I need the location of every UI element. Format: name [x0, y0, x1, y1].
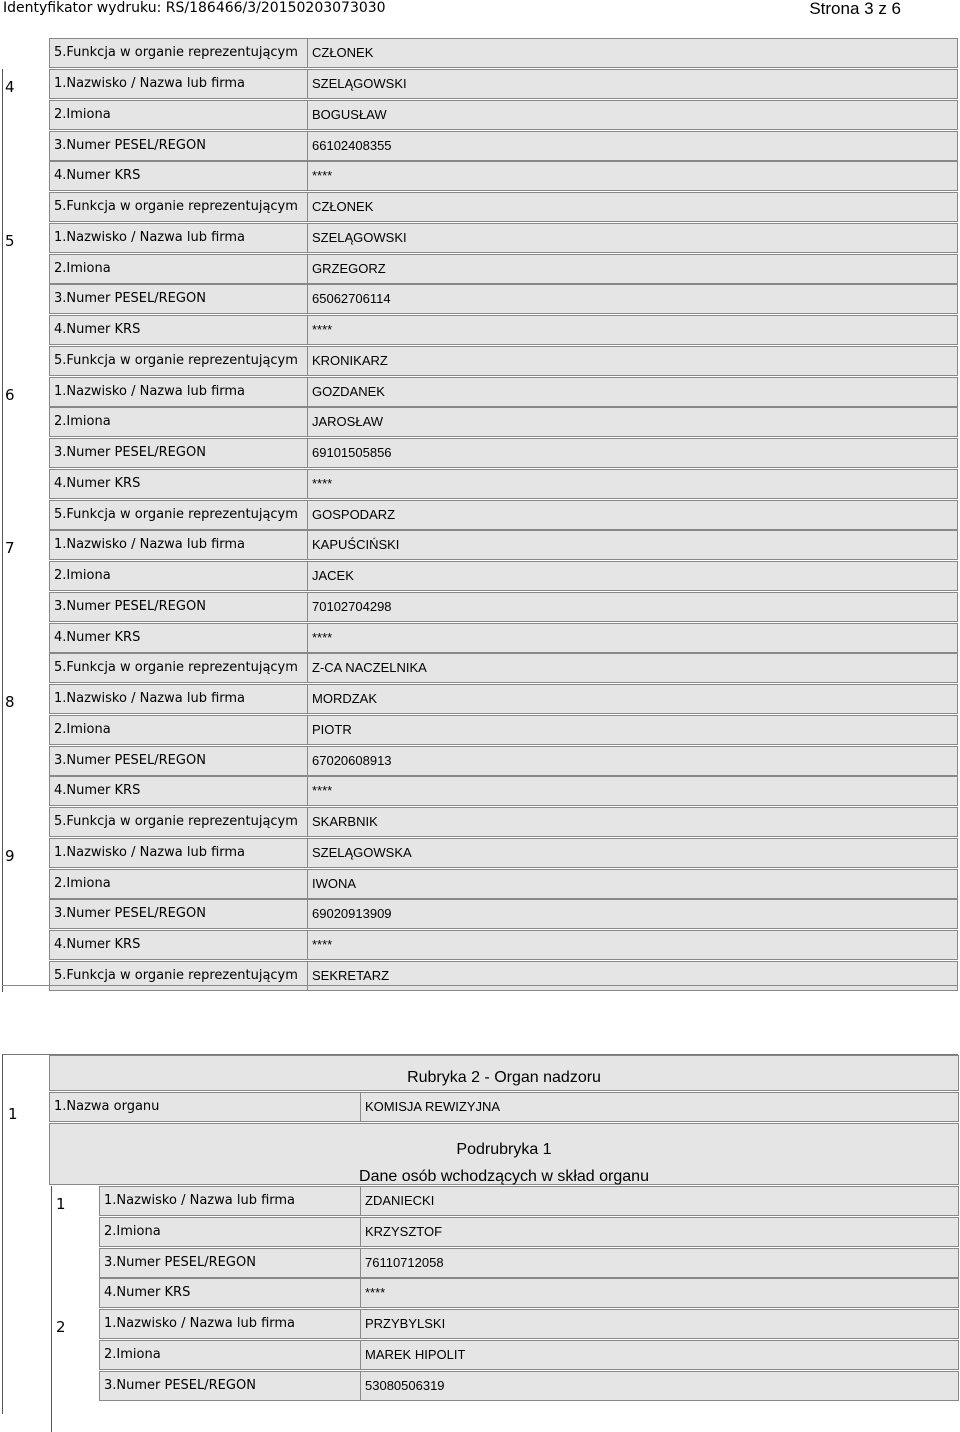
function-row	[49, 807, 958, 837]
cell-divider	[307, 408, 308, 436]
krs-row	[49, 776, 958, 806]
name-row	[49, 530, 958, 560]
field-label: 1.Nazwisko / Nazwa lub firma	[54, 229, 246, 245]
cell-divider	[307, 900, 308, 928]
cell-divider	[307, 839, 308, 867]
cell-divider	[307, 777, 308, 805]
krs-row	[49, 469, 958, 499]
cell-divider	[307, 747, 308, 775]
cell-divider	[307, 624, 308, 652]
field-value: 65062706114	[312, 291, 391, 307]
cell-divider	[360, 1093, 361, 1121]
krs-row	[49, 930, 958, 960]
field-label: 2.Imiona	[54, 260, 111, 276]
name-row	[49, 838, 958, 868]
cell-divider	[360, 1187, 361, 1215]
field-value: KAPUŚCIŃSKI	[312, 537, 400, 553]
function-row	[49, 500, 958, 530]
field-value: ****	[312, 937, 333, 952]
field-value: SZELĄGOWSKA	[312, 844, 412, 860]
pesel-row	[49, 131, 958, 161]
field-value: CZŁONEK	[312, 45, 374, 60]
field-value: KRZYSZTOF	[365, 1223, 443, 1239]
name-row	[49, 223, 958, 253]
first_names-row	[99, 1340, 959, 1370]
cell-divider	[307, 501, 308, 529]
krs-row	[49, 161, 958, 191]
name-row	[49, 377, 958, 407]
subrubryka-subtitle: Dane osób wchodzących w skład organu	[359, 1168, 649, 1185]
first_names-row	[49, 869, 958, 899]
field-label: 3.Numer PESEL/REGON	[54, 906, 206, 922]
field-label: 2.Imiona	[54, 875, 111, 891]
field-label: 5.Funkcja w organie reprezentującym	[54, 967, 298, 983]
rubryka-number: 1	[8, 1105, 18, 1123]
field-value: MORDZAK	[312, 691, 377, 706]
field-label: 5.Funkcja w organie reprezentującym	[54, 45, 298, 60]
field-value: SKARBNIK	[312, 814, 378, 829]
field-label: 3.Numer PESEL/REGON	[54, 137, 206, 153]
cell-divider	[307, 931, 308, 959]
field-value: 76110712058	[365, 1254, 444, 1270]
first_names-row	[49, 715, 958, 745]
field-value: BOGUSŁAW	[312, 106, 387, 122]
field-label: 2.Imiona	[54, 414, 111, 430]
krs-row	[49, 623, 958, 653]
field-label: 4.Numer KRS	[54, 475, 141, 491]
field-label: 3.Numer PESEL/REGON	[54, 445, 206, 460]
name-row	[49, 69, 958, 99]
cell-divider	[307, 39, 308, 67]
organ-name-row	[49, 1092, 959, 1122]
page-number: Strona 3 z 6	[809, 0, 901, 18]
field-value: GOSPODARZ	[312, 506, 396, 522]
field-label: 2.Imiona	[104, 1346, 161, 1362]
field-value: MAREK HIPOLIT	[365, 1346, 466, 1362]
field-value: CZŁONEK	[312, 199, 374, 214]
field-label: 1.Nazwisko / Nazwa lub firma	[104, 1316, 296, 1331]
subrubryka-header	[49, 1123, 959, 1185]
field-label: 5.Funkcja w organie reprezentującym	[54, 506, 298, 522]
field-value: ****	[312, 475, 333, 491]
member-number: 2	[56, 1318, 66, 1336]
cell-divider	[307, 808, 308, 836]
cell-divider	[307, 255, 308, 283]
field-label: 4.Numer KRS	[104, 1285, 191, 1301]
field-value: GRZEGORZ	[312, 260, 386, 276]
field-value: Z-CA NACZELNIKA	[312, 660, 427, 676]
field-value: ****	[312, 783, 333, 799]
cell-divider	[307, 870, 308, 898]
field-value: PIOTR	[312, 721, 352, 737]
field-label: 4.Numer KRS	[54, 168, 141, 184]
cell-divider	[307, 562, 308, 590]
field-value: 69020913909	[312, 906, 392, 922]
cell-divider	[307, 70, 308, 98]
field-label: 1.Nazwisko / Nazwa lub firma	[54, 383, 246, 399]
field-label: 4.Numer KRS	[54, 322, 141, 337]
field-value: 69101505856	[312, 445, 392, 460]
field-value: GOZDANEK	[312, 383, 385, 399]
field-label: 2.Imiona	[54, 721, 111, 737]
field-label: 1.Nazwisko / Nazwa lub firma	[54, 537, 246, 553]
krs-row	[99, 1278, 959, 1308]
field-value: ****	[312, 629, 333, 645]
cell-divider	[307, 593, 308, 621]
pesel-row	[49, 746, 958, 776]
cell-divider	[307, 132, 308, 160]
cell-divider	[307, 101, 308, 129]
field-label: 5.Funkcja w organie reprezentującym	[54, 199, 298, 214]
field-label: 3.Numer PESEL/REGON	[104, 1254, 256, 1270]
field-value: 66102408355	[312, 137, 392, 153]
function-row	[49, 653, 958, 683]
cell-divider	[360, 1249, 361, 1277]
field-label: 1.Nazwisko / Nazwa lub firma	[54, 844, 246, 860]
print-identifier: Identyfikator wydruku: RS/186466/3/20150203073030	[3, 0, 386, 16]
cell-divider	[307, 285, 308, 313]
cell-divider	[307, 531, 308, 559]
pesel-row	[49, 899, 958, 929]
pesel-row	[99, 1371, 959, 1401]
table-bottom-border	[2, 985, 958, 986]
field-label: 1.Nazwisko / Nazwa lub firma	[54, 691, 246, 706]
field-value: ****	[365, 1285, 386, 1301]
field-label: 5.Funkcja w organie reprezentującym	[54, 352, 298, 368]
person-number: 5	[5, 231, 15, 250]
krs-row	[49, 315, 958, 345]
field-label: 1.Nazwisko / Nazwa lub firma	[104, 1193, 296, 1208]
person-number: 6	[5, 385, 15, 404]
cell-divider	[360, 1310, 361, 1338]
field-label: 2.Imiona	[54, 106, 111, 122]
cell-divider	[307, 193, 308, 221]
cell-divider	[307, 685, 308, 713]
field-value: KOMISJA REWIZYJNA	[365, 1099, 501, 1114]
field-label: 5.Funkcja w organie reprezentującym	[54, 660, 298, 676]
cell-divider	[307, 224, 308, 252]
field-label: 3.Numer PESEL/REGON	[54, 291, 206, 307]
field-label: 1.Nazwisko / Nazwa lub firma	[54, 76, 246, 91]
first_names-row	[49, 254, 958, 284]
cell-divider	[307, 347, 308, 375]
field-value: JAROSŁAW	[312, 414, 384, 430]
cell-divider	[307, 654, 308, 682]
field-label: 5.Funkcja w organie reprezentującym	[54, 814, 298, 829]
cell-divider	[360, 1218, 361, 1246]
rubryka-title: Rubryka 2 - Organ nadzoru	[49, 1055, 959, 1091]
field-value: SZELĄGOWSKI	[312, 76, 407, 91]
field-label: 4.Numer KRS	[54, 629, 141, 645]
cell-divider	[307, 716, 308, 744]
field-value: 70102704298	[312, 598, 392, 614]
print-header	[0, 0, 960, 28]
cell-divider	[360, 1279, 361, 1307]
member-number: 1	[56, 1195, 66, 1213]
function-row	[49, 38, 958, 68]
field-value: ****	[312, 168, 333, 184]
field-value: ZDANIECKI	[365, 1193, 435, 1208]
field-label: 4.Numer KRS	[54, 937, 141, 952]
field-value: 53080506319	[365, 1377, 445, 1393]
field-value: JACEK	[312, 568, 354, 583]
pesel-row	[49, 438, 958, 468]
field-label: 4.Numer KRS	[54, 783, 141, 799]
cell-divider	[307, 162, 308, 190]
person-number: 9	[5, 846, 15, 865]
field-label: 3.Numer PESEL/REGON	[104, 1377, 256, 1393]
cell-divider	[307, 316, 308, 344]
cell-divider	[307, 470, 308, 498]
first_names-row	[99, 1217, 959, 1247]
field-value: IWONA	[312, 875, 357, 891]
function-row	[49, 346, 958, 376]
field-value: SEKRETARZ	[312, 967, 390, 983]
cell-divider	[307, 378, 308, 406]
field-label: 1.Nazwa organu	[54, 1099, 160, 1114]
field-value: PRZYBYLSKI	[365, 1316, 446, 1331]
pesel-row	[49, 592, 958, 622]
field-label: 3.Numer PESEL/REGON	[54, 598, 206, 614]
name-row	[99, 1309, 959, 1339]
function-row	[49, 192, 958, 222]
pesel-row	[49, 284, 958, 314]
supervisory-body-section	[2, 1054, 958, 1414]
field-label: 2.Imiona	[104, 1223, 161, 1239]
subrubryka-title: Podrubryka 1	[456, 1141, 552, 1158]
cell-divider	[360, 1341, 361, 1369]
name-row	[49, 684, 958, 714]
field-value: KRONIKARZ	[312, 352, 388, 368]
field-label: 2.Imiona	[54, 568, 111, 583]
field-value: 67020608913	[312, 752, 392, 768]
first_names-row	[49, 100, 958, 130]
cell-divider	[360, 1372, 361, 1400]
person-number: 7	[5, 539, 15, 558]
first_names-row	[49, 407, 958, 437]
field-label: 3.Numer PESEL/REGON	[54, 752, 206, 768]
name-row	[99, 1186, 959, 1216]
function-row	[49, 961, 958, 991]
first_names-row	[49, 561, 958, 591]
pesel-row	[99, 1248, 959, 1278]
person-number: 8	[5, 693, 15, 711]
field-value: SZELĄGOWSKI	[312, 229, 407, 245]
field-value: ****	[312, 322, 333, 337]
cell-divider	[307, 439, 308, 467]
person-number: 4	[5, 78, 15, 96]
